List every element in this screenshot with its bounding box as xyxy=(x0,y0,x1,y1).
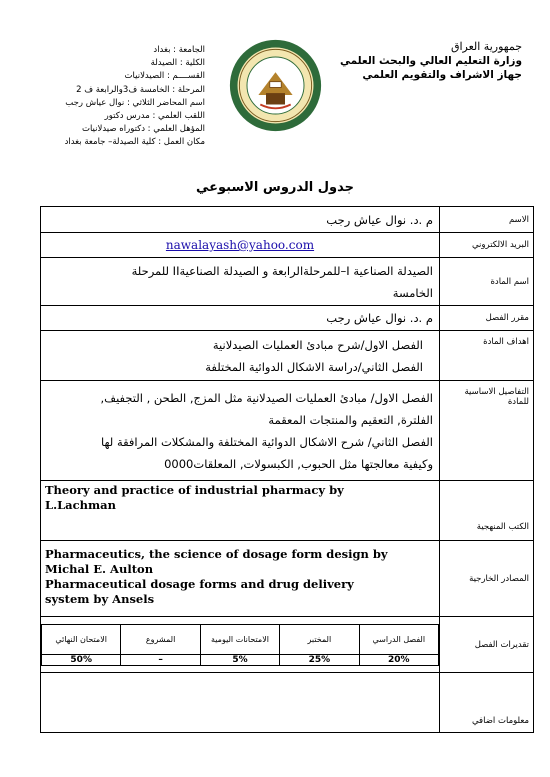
table-row xyxy=(41,207,534,233)
table-row xyxy=(41,481,534,541)
subject-label: اسم المادة xyxy=(440,258,534,306)
extra-value xyxy=(41,673,440,733)
info-college: الكلية : الصيدلة xyxy=(150,58,205,69)
page-title: جدول الدروس الاسبوعي xyxy=(195,180,355,195)
email-label: البريد الالكتروني xyxy=(440,233,534,258)
table-row xyxy=(41,258,534,306)
coordinator-label: مقرر الفصل xyxy=(440,306,534,331)
grade-header-final: الامتحان النهائي xyxy=(42,624,121,654)
grade-header-daily: الامتحانات اليومية xyxy=(200,624,279,654)
ministry-header xyxy=(332,40,522,81)
info-qualification: المؤهل العلمي : دكتوراه صيدلانيات xyxy=(81,124,205,135)
grade-value-final: 50% xyxy=(42,654,121,665)
details-line: الفصل الثاني/ شرح الاشكال الدوائية المختلفة والمشكلات المرافقة لها xyxy=(100,434,433,449)
grades-table xyxy=(41,624,439,666)
name-value: م .د. نوال عياش رجب xyxy=(41,207,440,233)
table-row xyxy=(41,617,534,673)
textbook-line: Theory and practice of industrial pharmacy by xyxy=(45,483,344,497)
name-label: الاسم xyxy=(440,207,534,233)
info-lecturer-name: اسم المحاضر الثلاثي : نوال عياش رجب xyxy=(65,97,205,108)
university-seal-icon xyxy=(228,38,323,133)
subject-line: الخامسة xyxy=(392,285,433,300)
info-stage: المرحلة : الخامسة ف3والرابعة ف 2 xyxy=(76,84,205,95)
details-line: الفلترة, التعقيم والمنتجات المعقمة xyxy=(268,412,433,427)
table-row xyxy=(41,381,534,481)
extra-label: معلومات اضافي xyxy=(440,673,534,733)
reference-line: Pharmaceutics, the science of dosage form design by xyxy=(45,547,388,561)
reference-line: system by Ansels xyxy=(45,592,155,606)
objectives-label: اهداف المادة xyxy=(440,331,534,381)
grade-header-project: المشروع xyxy=(121,624,200,654)
supervision-body: جهاز الاشراف والتقويم العلمي xyxy=(362,69,522,81)
ministry-name: وزارة التعليم العالي والبحث العلمي xyxy=(339,55,522,67)
table-row xyxy=(41,331,534,381)
email-link[interactable]: nawalayash@yahoo.com xyxy=(165,238,315,252)
reference-line: Pharmaceutical dosage forms and drug delivery xyxy=(45,577,354,591)
coordinator-value: م .د. نوال عياش رجب xyxy=(41,306,440,331)
references-label: المصادر الخارجية xyxy=(440,541,534,617)
reference-line: Michal E. Aulton xyxy=(45,562,154,576)
table-row xyxy=(41,673,534,733)
table-row xyxy=(41,541,534,617)
grade-header-lab: المختبر xyxy=(280,624,359,654)
info-university: الجامعة : بغداد xyxy=(153,45,205,55)
table-row xyxy=(41,306,534,331)
info-department: القســــم : الصيدلانيات xyxy=(124,71,205,82)
details-line: الفصل الاول/ مبادئ العمليات الصيدلانية مثل المزج, الطحن , التجفيف, xyxy=(100,390,433,405)
schedule-table xyxy=(40,206,534,733)
grade-header-semester: الفصل الدراسي xyxy=(359,624,438,654)
grades-label: تقديرات الفصل xyxy=(440,617,534,673)
textbook-line: L.Lachman xyxy=(45,498,116,512)
objective-line: الفصل الثاني/دراسة الاشكال الدوائية المختلفة xyxy=(205,359,423,374)
objective-line: الفصل الاول/شرح مبادئ العمليات الصيدلانية xyxy=(212,337,423,352)
details-line: وكيفية معالجتها مثل الحبوب, الكبسولات, المعلقات0000 xyxy=(164,456,433,471)
info-workplace: مكان العمل : كلية الصيدلة– جامعة بغداد xyxy=(64,137,205,148)
subject-line: الصيدلة الصناعية I–للمرحلةالرابعة و الصيدلة الصناعيةII للمرحلة xyxy=(131,263,433,278)
info-academic-title: اللقب العلمي : مدرس دكتور xyxy=(104,111,205,122)
grade-value-semester: 20% xyxy=(359,654,438,665)
grade-value-daily: 5% xyxy=(200,654,279,665)
grade-value-project: – xyxy=(121,654,200,665)
details-label: التفاصيل الاساسية للمادة xyxy=(440,381,534,481)
table-row xyxy=(41,233,534,258)
grade-value-lab: 25% xyxy=(280,654,359,665)
textbooks-label: الكتب المنهجية xyxy=(440,481,534,541)
lecturer-info xyxy=(40,44,205,150)
country-name: جمهورية العراق xyxy=(450,40,522,53)
